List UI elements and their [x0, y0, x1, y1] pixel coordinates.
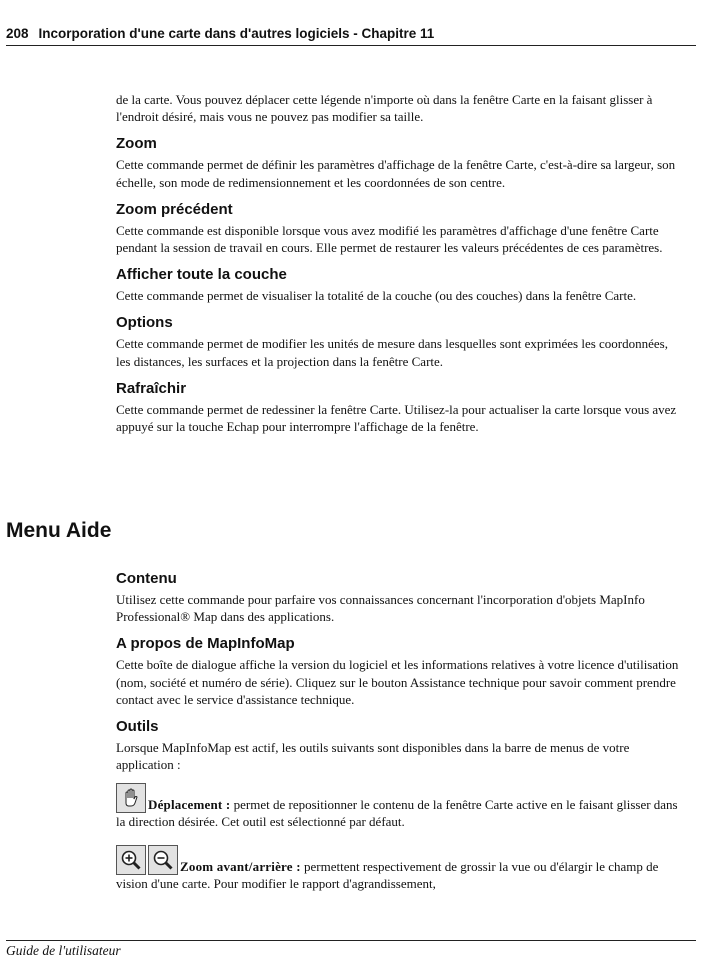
zoom-label: Zoom avant/arrière : — [180, 858, 301, 874]
paragraph-a-propos: Cette boîte de dialogue affiche la version du logiciel et les informations relatives à votre licence d'utilisation (nom, société et numéro de série). Cliquez sur le bouton Assistance technique pour savoir comment prendre contact avec le service d'assistance technique. — [116, 657, 679, 707]
heading-zoom-precedent: Zoom précédent — [116, 200, 233, 218]
paragraph-rafraichir: Cette commande permet de redessiner la fenêtre Carte. Utilisez-la pour actualiser la carte lorsque vous avez appuyé sur la touche Echap pour interrompre l'affichage de la fenêtre. — [116, 401, 677, 435]
paragraph-options: Cette commande permet de modifier les unités de mesure dans lesquelles sont exprimées les coordonnées, les distances, les surfaces et la projection dans la fenêtre Carte. — [116, 336, 668, 369]
heading-outils: Outils — [116, 718, 159, 736]
heading-afficher-toute-la-couche: Afficher toute la couche — [116, 266, 287, 284]
chapter-title: Incorporation d'une carte dans d'autres logiciels - Chapitre 11 — [38, 26, 435, 41]
paragraph-zoom: Cette commande permet de définir les paramètres d'affichage de la fenêtre Carte, c'est-à-dire sa largeur, son échelle, son mode de redimensionnement et les coordonnées de son centre. — [116, 157, 676, 190]
deplacement-tool-icons — [116, 783, 146, 813]
heading-a-propos: A propos de MapInfoMap — [116, 635, 295, 653]
deplacement-label: Déplacement : — [148, 797, 231, 813]
page-header — [6, 26, 696, 46]
zoom-in-icon[interactable] — [116, 845, 146, 875]
heading-options: Options — [116, 314, 173, 332]
heading-zoom: Zoom — [116, 135, 157, 153]
footer-text: Guide de l'utilisateur — [6, 943, 121, 958]
upper-content — [116, 91, 684, 435]
heading-rafraichir: Rafraîchir — [116, 379, 187, 397]
zoom-text: permettent respectivement de grossir la vue ou d'élargir le champ de vision d'une carte. Pour modifier le rapport d'agrandissement, — [116, 858, 659, 891]
zoom-tool-icons — [116, 845, 178, 875]
paragraph-zoom-precedent: Cette commande est disponible lorsque vous avez modifié les paramètres d'affichage d'une fenêtre Carte pendant la session de travail en cours. Elle permet de restaurer les valeurs précédentes de ces paramètres. — [116, 222, 663, 256]
heading-contenu: Contenu — [116, 570, 177, 587]
intro-paragraph: de la carte. Vous pouvez déplacer cette légende n'importe où dans la fenêtre Carte en la faisant glisser à l'endroit désiré, mais vous ne pouvez pas modifier sa taille. — [116, 92, 653, 125]
hand-icon[interactable] — [116, 783, 146, 813]
tool-deplacement — [116, 783, 684, 830]
zoom-out-icon[interactable] — [148, 845, 178, 875]
aide-content — [116, 560, 684, 892]
menu-aide-heading: Menu Aide — [6, 519, 112, 542]
page-number: 208 — [6, 26, 29, 41]
deplacement-text: permet de repositionner le contenu de la fenêtre Carte active en le faisant glisser dans la direction désirée. Cet outil est sélectionné par défaut. — [116, 797, 678, 830]
tool-zoom — [116, 845, 684, 892]
paragraph-afficher-toute-la-couche: Cette commande permet de visualiser la totalité de la couche (ou des couches) dans la fenêtre Carte. — [116, 288, 637, 304]
paragraph-outils: Lorsque MapInfoMap est actif, les outils suivants sont disponibles dans la barre de menus de votre application : — [116, 740, 630, 773]
page-footer — [6, 940, 696, 959]
paragraph-contenu: Utilisez cette commande pour parfaire vos connaissances concernant l'incorporation d'objets MapInfo Professional® Map dans des applications. — [116, 592, 645, 625]
